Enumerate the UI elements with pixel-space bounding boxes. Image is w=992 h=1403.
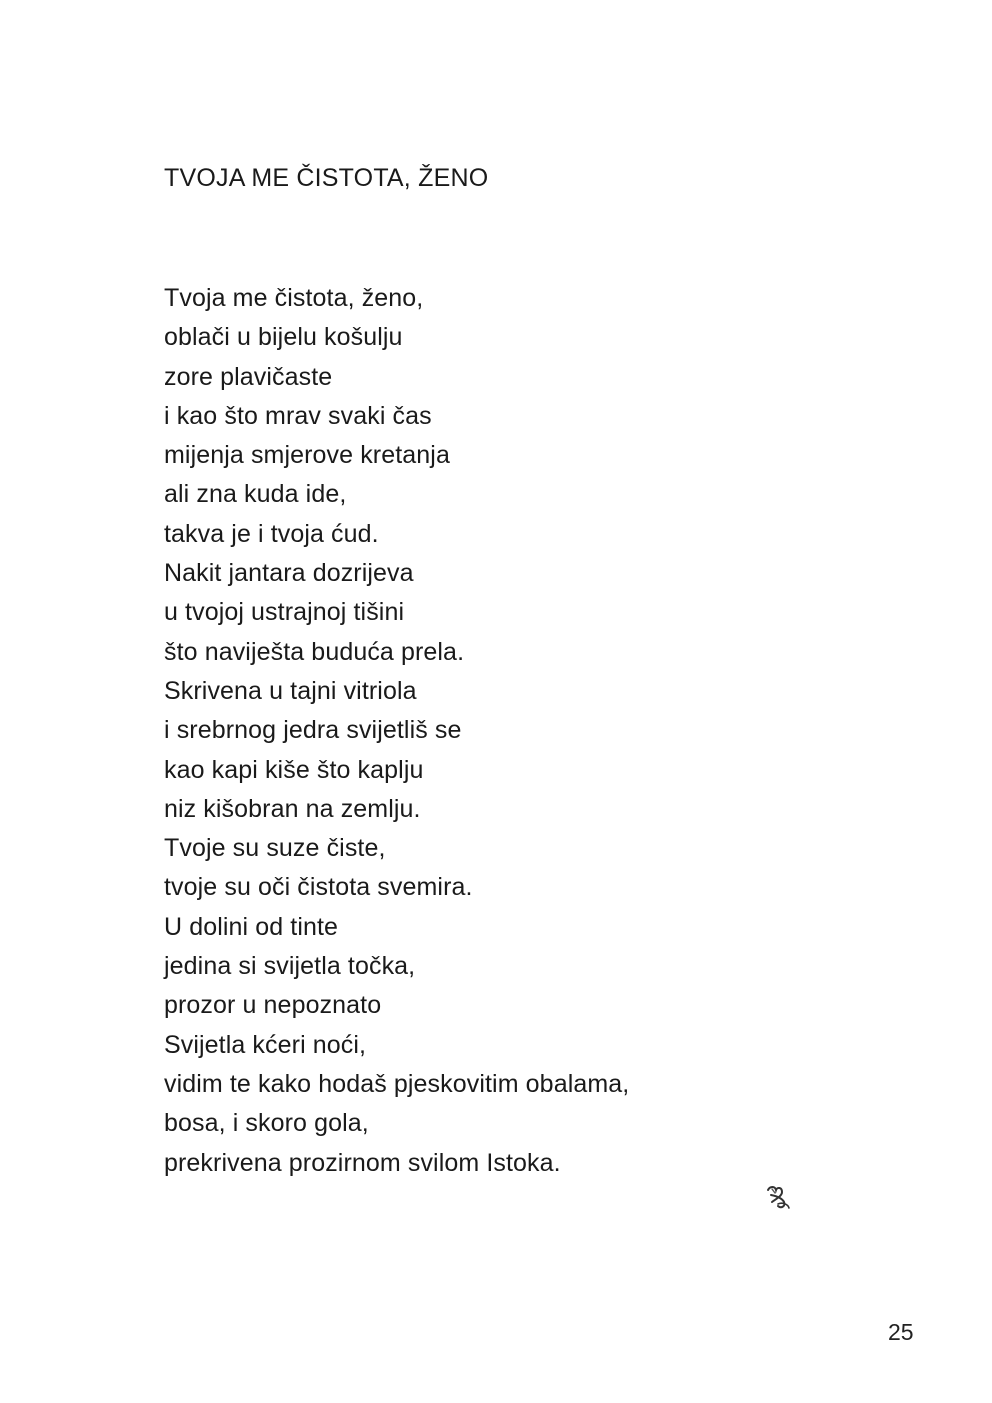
poem-line: kao kapi kiše što kaplju bbox=[164, 755, 424, 784]
poem-title: TVOJA ME ČISTOTA, ŽENO bbox=[164, 164, 489, 192]
poem-line: i srebrnog jedra svijetliš se bbox=[164, 716, 462, 745]
poem-body bbox=[164, 279, 629, 1183]
poem-line: oblači u bijelu košulju bbox=[164, 323, 403, 352]
poem-line: Nakit jantara dozrijeva bbox=[164, 559, 414, 588]
poem-line: mijenja smjerove kretanja bbox=[164, 441, 450, 470]
poem-line: Tvoje su suze čiste, bbox=[164, 834, 386, 863]
poem-line: u tvojoj ustrajnoj tišini bbox=[164, 598, 405, 627]
poem-line: vidim te kako hodaš pjeskovitim obalama, bbox=[164, 1069, 630, 1098]
poem-line: U dolini od tinte bbox=[164, 912, 339, 941]
poem-line: Skrivena u tajni vitriola bbox=[164, 676, 417, 705]
poem-line: takva je i tvoja ćud. bbox=[164, 519, 379, 548]
poem-line: što naviješta buduća prela. bbox=[164, 637, 465, 666]
page-number: 25 bbox=[888, 1319, 914, 1345]
poem-line: Tvoja me čistota, ženo, bbox=[164, 284, 424, 312]
poem-line: tvoje su oči čistota svemira. bbox=[164, 873, 473, 902]
poem-line: prekrivena prozirnom svilom Istoka. bbox=[164, 1148, 561, 1177]
poem-line: niz kišobran na zemlju. bbox=[164, 794, 421, 823]
hand-drawn-heart-ornament-icon bbox=[762, 1182, 802, 1214]
poem-line: i kao što mrav svaki čas bbox=[164, 401, 432, 430]
poem-line: Svijetla kćeri noći, bbox=[164, 1030, 367, 1059]
poem-line: jedina si svijetla točka, bbox=[164, 952, 416, 981]
poem-line: zore plavičaste bbox=[164, 362, 333, 391]
poem-line: bosa, i skoro gola, bbox=[164, 1109, 369, 1138]
poem-line: ali zna kuda ide, bbox=[164, 480, 347, 509]
poem-line: prozor u nepoznato bbox=[164, 991, 382, 1020]
